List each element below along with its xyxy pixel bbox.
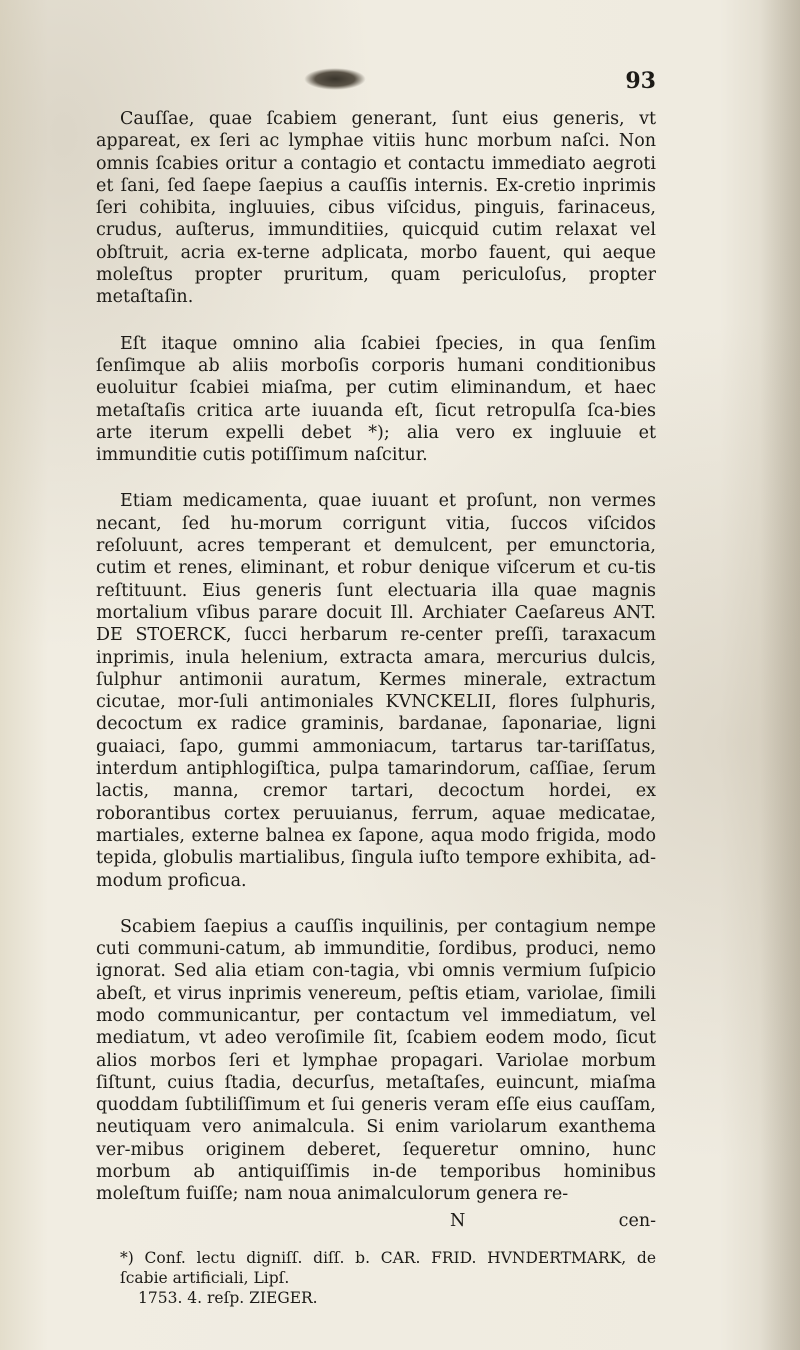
footnote-line-1: *) Conf. lectu digniſſ. diſſ. b. CAR. FRID. HVNDERTMARK, de ſcabie artificiali, Lipſ. [120, 1248, 656, 1287]
paragraph-1: Cauſſae, quae ſcabiem generant, ſunt eius generis, vt appareat, ex ſeri ac lymphae vitiis hunc morbum naſci. Non omnis ſcabies oritur a contagio et contactu immediato aegroti et ſani, ſed ſaepe ſaepius a cauſſis internis. Ex-cretio inprimis ſeri cohibita, ingluuies, cibus viſcidus, pinguis, farinaceus, crudus, auſterus, immunditiies, quicquid cutim relaxat vel obſtruit, acria ex-terne adplicata, morbo fauent, qui aeque moleſtus propter pruritum, quam periculoſus, propter metaſtaſin. [96, 109, 656, 308]
signature-mark: N [450, 1210, 466, 1231]
paragraph-2: Eſt itaque omnino alia ſcabiei ſpecies, in qua ſenſim ſenſimque ab aliis morboſis corporis humani conditionibus euoluitur ſcabiei miaſma, per cutim eliminandum, et haec metaſtaſis critica arte iuuanda eſt, ſicut retropulſa ſca-bies arte iterum expelli debet *); alia vero ex ingluuie et immunditie cutis potiſſimum naſcitur. [96, 333, 656, 466]
signature-line [96, 1210, 656, 1232]
footnote [96, 1248, 656, 1308]
footnote-line-2: 1753. 4. reſp. ZIEGER. [138, 1288, 318, 1307]
header-ornament [304, 68, 366, 90]
page-edge-shadow [760, 0, 800, 1350]
paragraph-3: Etiam medicamenta, quae iuuant et proſunt, non vermes necant, ſed hu-morum corrigunt vitia, ſuccos viſcidos reſoluunt, acres temperant et demulcent, per emunctoria, cutim et renes, eliminant, et robur denique viſcerum et cu-tis reſtituunt. Eius generis ſunt electuaria illa quae magnis mortalium vſibus parare docuit Ill. Archiater Caeſareus ANT. DE STOERCK, ſucci herbarum re-center preſſi, taraxacum inprimis, inula helenium, extracta amara, mercurius dulcis, ſulphur antimonii auratum, Kermes minerale, extractum cicutae, mor-ſuli antimoniales KVNCKELII, flores ſulphuris, decoctum ex radice graminis, bardanae, ſaponariae, ligni guaiaci, ſapo, gummi ammoniacum, tartarus tar-tariſſatus, interdum antiphlogiſtica, pulpa tamarindorum, caſſiae, ſerum lactis, manna, cremor tartari, decoctum hordei, ex roborantibus cortex peruuianus, ferrum, aquae medicatae, martiales, externe balnea ex ſapone, aqua modo frigida, modo tepida, globulis martialibus, ſingula iuſto tempore exhibita, ad-modum proficua. [96, 491, 656, 891]
catchword: cen- [618, 1210, 656, 1231]
page-number: 93 [625, 68, 656, 94]
body-text [96, 108, 656, 1308]
paragraph-4: Scabiem ſaepius a cauſſis inquilinis, per contagium nempe cuti communi-catum, ab immunditie, ſordibus, produci, nemo ignorat. Sed alia etiam con-tagia, vbi omnis vermium ſuſpicio abeſt, et virus inprimis venereum, peſtis etiam, variolae, ſimili modo communicantur, per contactum vel immediatum, vel mediatum, vt adeo veroſimile ſit, ſcabiem eodem modo, ſicut alios morbos ſeri et lymphae propagari. Variolae morbum ſiſtunt, cuius ſtadia, decurſus, metaſtaſes, euincunt, miaſma quoddam ſubtiliſſimum et ſui generis veram eſſe eius cauſſam, neutiquam vero animalcula. Si enim variolarum exanthema ver-mibus originem deberet, ſequeretur omnino, hunc morbum ab antiquiſſimis in-de temporibus hominibus moleſtum fuiſſe; nam noua animalculorum genera re- [96, 916, 656, 1205]
page-header [96, 68, 656, 108]
